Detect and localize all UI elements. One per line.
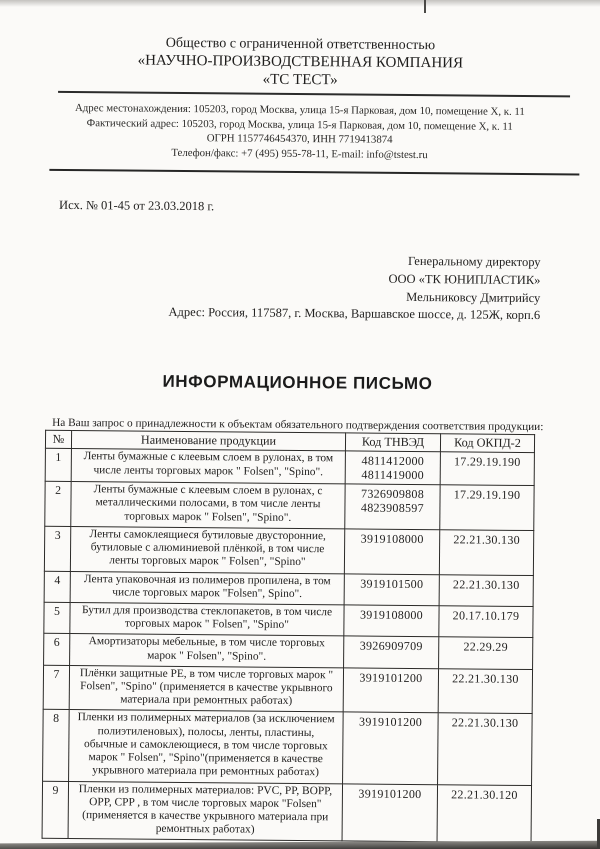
cell-row-number: 4: [44, 571, 70, 603]
cell-product-name: Плёнки защитные PE, в том числе торговых марок " Folsen", "Spino" (применяется в качестве укрывного материала при ремонтных работах): [69, 665, 343, 712]
cell-product-name: Лента упаковочная из полимеров пропилена, в том числе торговых марок "Folsen", Spino".: [70, 571, 344, 605]
scan-artifact-line: [424, 0, 426, 13]
cell-row-number: 1: [45, 449, 71, 482]
cell-tnved-code: 3926909709: [344, 636, 439, 668]
header-number: №: [45, 431, 71, 449]
cell-tnved-code: 7326909808 4823908597: [345, 484, 440, 529]
recipient-person: Мельниковсу Дмитрийсу: [406, 289, 541, 305]
cell-row-number: 8: [43, 710, 70, 781]
cell-okpd-code: 17.29.19.190: [440, 485, 534, 530]
recipient-block: [0, 250, 541, 326]
table-row: [45, 481, 534, 530]
cell-tnved-code: 3919101200: [343, 712, 439, 784]
intro-line: На Ваш запрос о принадлежности к объектам обязательного подтверждения соответствия продукции:: [52, 417, 544, 434]
cell-tnved-code: 4811412000 4811419000: [345, 451, 440, 485]
table-row: [44, 571, 533, 607]
letterhead: [0, 0, 600, 92]
cell-okpd-code: 22.21.30.130: [439, 574, 533, 606]
table-row: [43, 710, 533, 785]
cell-okpd-code: 22.21.30.130: [439, 530, 533, 575]
cell-okpd-code: 22.21.30.120: [437, 784, 532, 843]
letterhead-details: [0, 100, 600, 165]
cell-product-name: Пленки из полимерных материалов: PVC, PP, BOPP, OPP, CPP , в том числе торговых марок "Folsen" (применяется в качестве укрывного материала при ремонтных работах): [68, 781, 342, 841]
cell-product-name: Ленты самоклеящиеся бутиловые двусторонние, бутиловые с алюминиевой плёнкой, в том числе ленты торговых марок " Folsen", "Spino": [70, 526, 344, 573]
cell-row-number: 3: [44, 526, 70, 571]
letterhead-divider-bottom: [49, 169, 579, 176]
header-product-name: Наименование продукции: [71, 431, 345, 452]
cell-tnved-code: 3919101200: [343, 668, 438, 713]
org-name-line1: «НАУЧНО-ПРОИЗВОДСТВЕННАЯ КОМПАНИЯ: [137, 52, 464, 72]
recipient-address: Адрес: Россия, 117587, г. Москва, Варшавское шоссе, д. 125Ж, корп.6: [168, 305, 541, 323]
cell-okpd-code: 22.21.30.130: [438, 669, 532, 714]
table-row: [44, 634, 533, 670]
cell-product-name: Бутил для производства стеклопакетов, в том числе торговых марок " Folsen", "Spino": [70, 602, 344, 636]
cell-row-number: 5: [44, 602, 70, 634]
cell-okpd-code: 22.29.29: [439, 637, 533, 669]
org-type: Общество с ограниченной ответственностью: [165, 35, 436, 54]
cell-product-name: Ленты бумажные с клеевым слоем в рулонах, в том числе ленты торговых марок " Folsen", "Spino".: [71, 449, 345, 484]
table-row: [42, 781, 531, 843]
cell-product-name: Ленты бумажные с клеевым слоем в рулонах, с металлическими полосами, в том числе ленты торговых марок " Folsen", "Spino".: [71, 482, 345, 529]
table-row: [45, 449, 534, 486]
letter-title: ИНФОРМАЦИОННОЕ ПИСЬМО: [162, 372, 433, 394]
scan-edge-bottom: [0, 841, 600, 849]
letterhead-divider-top: [58, 91, 570, 97]
org-address-actual: Фактический адрес: 105203, город Москва, улица 15-я Парковая, дом 10, помещение Х, к. 11: [86, 116, 513, 133]
header-tnved-code: Код ТНВЭД: [345, 433, 440, 452]
table-row: [44, 526, 533, 575]
cell-okpd-code: 17.29.19.190: [440, 452, 534, 486]
cell-row-number: 7: [43, 665, 69, 710]
cell-okpd-code: 20.17.10.179: [439, 606, 533, 638]
products-table: [42, 430, 536, 843]
recipient-position: Генеральному директору: [407, 254, 541, 270]
org-address-location: Адрес местонахождения: 105203, город Москва, улица 15-я Парковая, дом 10, помещение Х, к. 11: [74, 101, 525, 118]
cell-row-number: 6: [44, 634, 70, 666]
org-ogrn-inn: ОГРН 1157746454370, ИНН 7719413874: [206, 132, 393, 147]
cell-tnved-code: 3919108000: [344, 529, 439, 574]
cell-tnved-code: 3919108000: [344, 605, 439, 637]
recipient-company: ООО «ТК ЮНИПЛАСТИК»: [388, 271, 541, 288]
cell-row-number: 9: [42, 781, 69, 839]
table-row: [44, 602, 533, 638]
cell-product-name: Амортизаторы мебельные, в том числе торговых марок " Folsen", "Spino".: [70, 634, 344, 668]
outgoing-reference: Исх. № 01-45 от 23.03.2018 г.: [59, 198, 215, 214]
cell-row-number: 2: [45, 481, 71, 526]
table-row: [43, 665, 532, 714]
cell-tnved-code: 3919101500: [344, 573, 439, 605]
cell-okpd-code: 22.21.30.130: [438, 713, 533, 785]
cell-product-name: Пленки из полимерных материалов (за исключением полиэтиленовых), полосы, ленты, пластины, обычные и самоклеющиеся, в том числе торговых марок " Folsen", "Spino"(применяется в качестве укрывного материала при ремонтных работах): [69, 710, 344, 783]
header-okpd-code: Код ОКПД-2: [440, 434, 534, 453]
org-name-line2: «ТС ТЕСТ»: [262, 72, 338, 89]
table-body: [42, 449, 534, 843]
org-contacts: Телефон/факс: +7 (495) 955-78-11, E-mail: info@tstest.ru: [171, 147, 428, 162]
cell-tnved-code: 3919101200: [342, 783, 438, 842]
